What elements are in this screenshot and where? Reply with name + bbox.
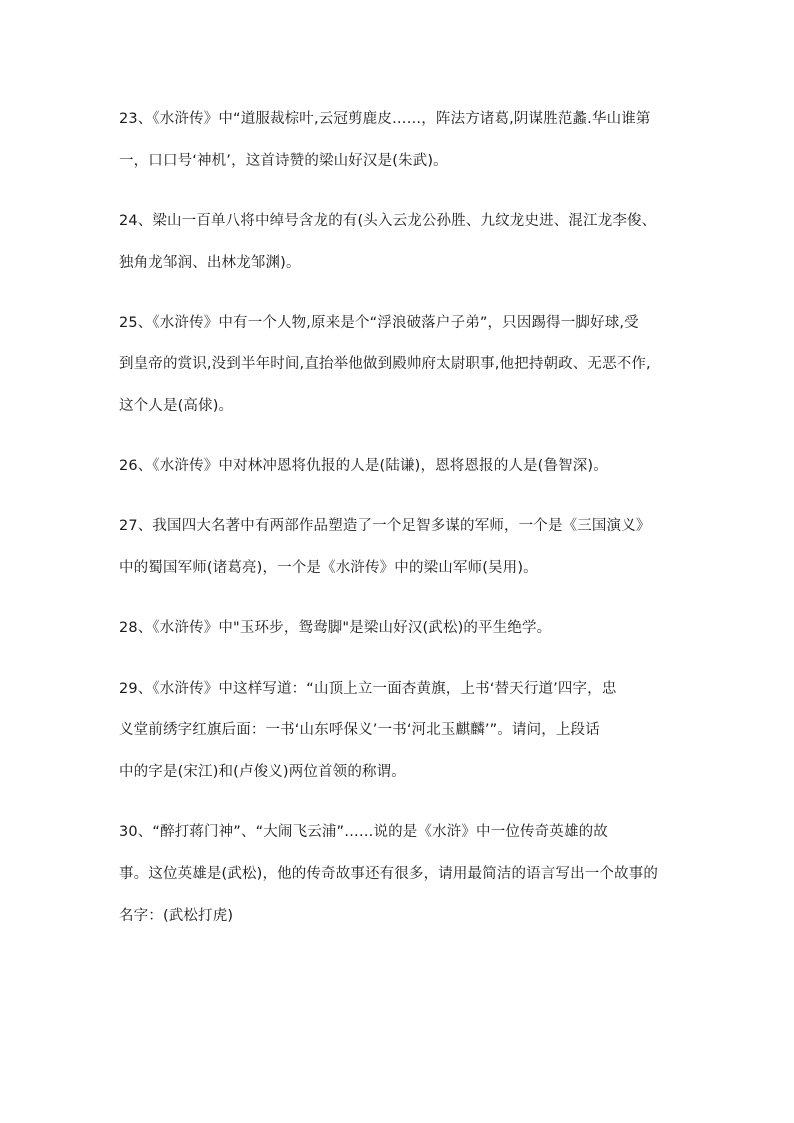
item-24-line-1: 24、梁山一百单八将中绰号含龙的有(头入云龙公孙胜、九纹龙史进、混江龙李俊、 [119,213,657,229]
item-25-line-2: 到皇帝的赏识,没到半年时间,直抬举他做到殿帅府太尉职事,他把持朝政、无恶不作, [119,356,651,372]
item-23-line-1: 23、《水浒传》中“道服裁棕叶,云冠剪鹿皮……，阵法方诸葛,阴谋胜范蠡.华山谁第 [119,111,651,127]
item-23-line-2: 一，口口号‘神机’，这首诗赞的梁山好汉是(朱武)。 [119,153,448,169]
item-30-line-1: 30、“醉打蒋门神”、“大闹飞云浦”……说的是《水浒》中一位传奇英雄的故 [119,824,608,840]
item-29-line-2: 义堂前绣字红旗后面：一书‘山东呼保义’一书‘河北玉麒麟’”。请问，上段话 [119,722,600,738]
item-27-line-1: 27、我国四大名著中有两部作品塑造了一个足智多谋的军师，一个是《三国演义》 [119,518,651,534]
item-27-line-2: 中的蜀国军师(诸葛亮)，一个是《水浒传》中的梁山军师(吴用)。 [119,560,538,576]
item-26-line-1: 26、《水浒传》中对林冲恩将仇报的人是(陆谦)，恩将恩报的人是(鲁智深)。 [119,458,608,474]
item-30-line-2: 事。这位英雄是(武松)，他的传奇故事还有很多，请用最简洁的语言写出一个故事的 [119,866,659,882]
item-28-line-1: 28、《水浒传》中"玉环步，鸳鸯脚"是梁山好汉(武松)的平生绝学。 [119,620,552,636]
item-29-line-1: 29、《水浒传》中这样写道：“山顶上立一面杏黄旗，上书‘替天行道’四字，忠 [119,681,617,697]
item-25-line-1: 25、《水浒传》中有一个人物,原来是个“浮浪破落户子弟”，只因踢得一脚好球,受 [119,315,639,331]
item-25-line-3: 这个人是(高俅)。 [119,398,234,414]
item-24-line-2: 独角龙邹润、出林龙邹渊)。 [119,255,301,271]
item-29-line-3: 中的字是(宋江)和(卢俊义)两位首领的称谓。 [119,764,406,780]
item-30-line-3: 名字：(武松打虎) [119,908,234,924]
